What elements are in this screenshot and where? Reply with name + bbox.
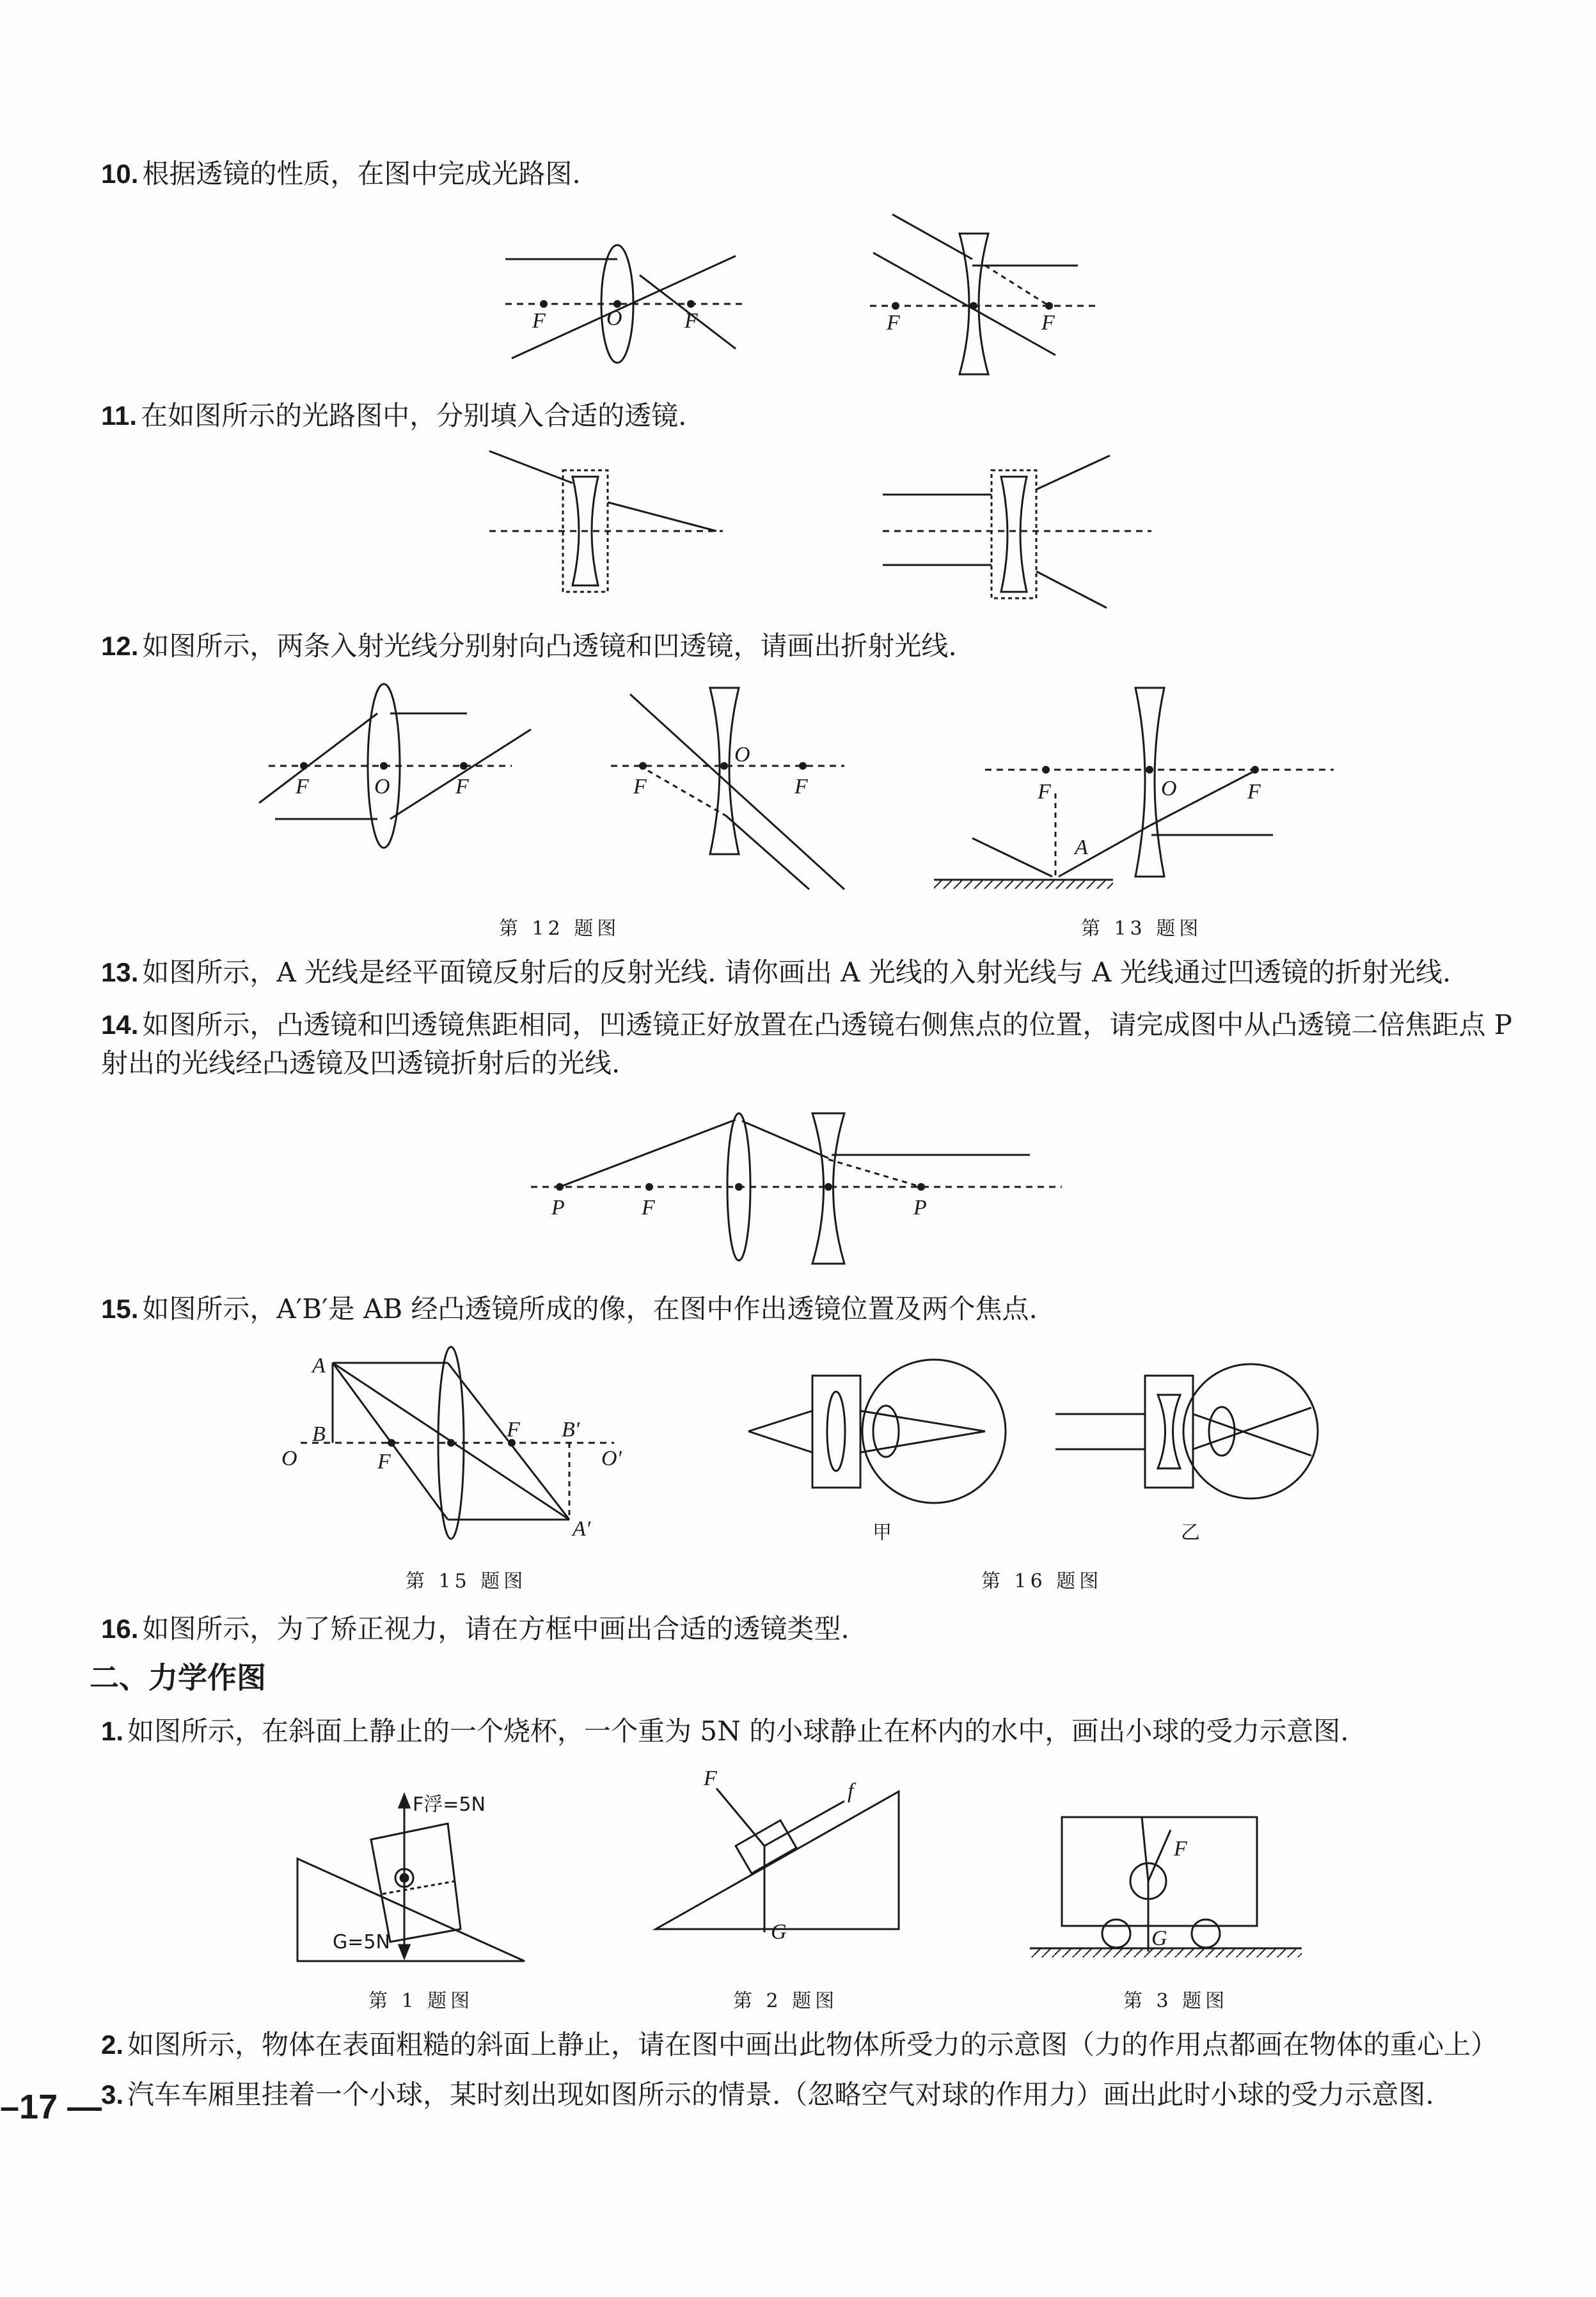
section-heading: 二、力学作图 [90, 1660, 266, 1695]
label-O: O [374, 775, 390, 799]
optical-center [735, 1183, 743, 1191]
focus-point [645, 1183, 653, 1191]
q10-concave-lens-diagram [870, 214, 1097, 374]
lens-box [992, 470, 1036, 598]
optical-center [380, 762, 388, 770]
label-F: F [455, 775, 469, 799]
focus-point [540, 300, 548, 308]
mirror-hatching [934, 880, 1113, 889]
optical-center [447, 1439, 455, 1447]
ray [748, 1431, 812, 1452]
label-P: P [551, 1196, 565, 1220]
question-number: 2. [101, 2030, 124, 2060]
caption-fig15: 第 15 题图 [406, 1570, 527, 1593]
optical-center [1146, 766, 1153, 774]
convex-lens [827, 1392, 845, 1471]
optical-center [720, 762, 728, 770]
label-F: F [1038, 780, 1051, 804]
ray-through-center [630, 694, 844, 889]
label-B-prime: B′ [562, 1418, 580, 1442]
arrowhead [399, 1945, 409, 1958]
question-number: 16. [101, 1614, 139, 1644]
q11-diagram-1 [489, 451, 723, 592]
wheel [1192, 1919, 1220, 1948]
question-number: 1. [101, 1716, 124, 1746]
label-F: F [633, 775, 647, 799]
question-text: 如图所示，A 光线是经平面镜反射后的反射光线. 请你画出 A 光线的入射光线与 A 光线通过凹透镜的折射光线. [142, 957, 1451, 988]
incident-ray [560, 1120, 736, 1187]
label-F: F [704, 1767, 717, 1790]
focus-point [1042, 766, 1050, 774]
ray [748, 1411, 812, 1431]
question-number: 3. [101, 2079, 124, 2110]
incline [656, 1792, 899, 1929]
focus-point [639, 762, 647, 770]
point-P [556, 1183, 564, 1191]
block [736, 1820, 796, 1873]
optical-center [970, 302, 977, 310]
concave-lens [1135, 688, 1164, 877]
focus-point [687, 300, 695, 308]
ray [860, 1431, 985, 1452]
caption-mech3: 第 3 题图 [1123, 1990, 1229, 2012]
label-F: F [684, 309, 698, 333]
incident-ray [972, 838, 1052, 877]
crystalline-lens [1209, 1407, 1235, 1456]
string [1142, 1817, 1148, 1881]
question-text: 如图所示，在斜面上静止的一个烧杯，一个重为 5N 的小球静止在杯内的水中，画出小球的受力示意图. [127, 1715, 1349, 1747]
caption-mech1: 第 1 题图 [368, 1990, 474, 2012]
label-B: B [312, 1422, 326, 1446]
ray [1193, 1414, 1311, 1456]
emergent-ray [608, 502, 716, 531]
concave-lens [1001, 477, 1027, 592]
label-F: F [377, 1450, 391, 1474]
question-text: 如图所示，两条入射光线分别射向凸透镜和凹透镜，请画出折射光线. [142, 630, 957, 662]
water-surface [383, 1881, 455, 1894]
q13-diagram [934, 688, 1334, 889]
q15-diagram [301, 1347, 614, 1539]
label-F: F [507, 1418, 520, 1442]
extension-line [828, 1159, 921, 1187]
label-G: G [771, 1920, 787, 1944]
label-F: F [296, 775, 309, 799]
ray [1036, 571, 1107, 608]
label-P: P [913, 1196, 927, 1220]
incline [297, 1859, 525, 1961]
focus-point [825, 1183, 832, 1191]
label-O-prime: O′ [601, 1447, 622, 1470]
eyeball [1183, 1364, 1318, 1498]
label-F: F [794, 775, 808, 799]
question-number: 11. [101, 401, 138, 431]
point-P [917, 1183, 925, 1191]
ray [390, 729, 531, 819]
page-number: –17 — [0, 2088, 102, 2126]
label-O: O [606, 306, 622, 330]
label-O: O [281, 1447, 297, 1470]
label-F: F [1174, 1837, 1187, 1861]
label-A: A [1075, 836, 1088, 859]
extension-line [985, 266, 1049, 306]
ray-through-center [873, 253, 1055, 355]
cart-body [1062, 1817, 1257, 1926]
question-text: 根据透镜的性质，在图中完成光路图. [142, 158, 581, 189]
concave-lens [1158, 1395, 1180, 1468]
caption-fig12: 第 12 题图 [499, 918, 620, 940]
caption-mech2: 第 2 题图 [733, 1990, 839, 2012]
ray [860, 1411, 985, 1431]
question-text: 汽车车厢里挂着一个小球，某时刻出现如图所示的情景.（忽略空气对球的作用力）画出此时小球的受力示意图. [127, 2079, 1434, 2110]
label-A: A [312, 1354, 326, 1378]
label-F: F [1247, 780, 1261, 804]
incident-ray [640, 766, 726, 816]
ray [1036, 456, 1110, 489]
question-number: 14. [101, 1010, 139, 1040]
focus-point [1045, 302, 1053, 310]
label-A-prime: A′ [573, 1517, 591, 1541]
question-number: 13. [101, 957, 139, 987]
incident-ray [489, 451, 573, 483]
caption-yi: 乙 [1181, 1522, 1204, 1544]
wheel [1102, 1919, 1130, 1948]
label-F: F [887, 311, 900, 335]
q12-convex-lens-diagram [259, 684, 531, 848]
focus-point [460, 762, 468, 770]
label-buoyancy: F浮=5N [413, 1793, 486, 1816]
q16-eye-diagram-yi [1055, 1364, 1318, 1498]
label-F: F [642, 1196, 655, 1220]
q16-eye-diagram-jia [748, 1360, 1006, 1503]
question-number: 12. [101, 631, 139, 661]
label-O: O [734, 743, 750, 767]
label-G: G [1151, 1927, 1167, 1950]
question-text: 如图所示，A′B′是 AB 经凸透镜所成的像，在图中作出透镜位置及两个焦点. [142, 1293, 1038, 1324]
question-text: 如图所示，为了矫正视力，请在方框中画出合适的透镜类型. [142, 1613, 849, 1644]
normal-force-arrow [716, 1788, 764, 1846]
q14-diagram [531, 1113, 1062, 1264]
ray [1193, 1408, 1311, 1449]
q11-diagram-2 [883, 456, 1151, 608]
question-text: 如图所示，物体在表面粗糙的斜面上静止，请在图中画出此物体所受力的示意图（力的作用点都画在物体的重心上） [127, 2029, 1498, 2060]
focus-point [388, 1439, 395, 1447]
caption-fig16: 第 16 题图 [981, 1570, 1103, 1593]
label-F: F [1041, 311, 1055, 335]
mech1-beaker-diagram [297, 1795, 525, 1961]
lens-box [1145, 1376, 1193, 1488]
focus-point [799, 762, 807, 770]
arrowhead [399, 1795, 409, 1808]
label-O: O [1161, 777, 1177, 800]
caption-fig13: 第 13 题图 [1081, 918, 1203, 940]
mech2-block-diagram [656, 1788, 899, 1932]
label-friction: f [848, 1779, 854, 1803]
tension-arrow [1148, 1830, 1171, 1881]
focus-point [892, 302, 899, 310]
focus-point [1251, 766, 1259, 774]
label-F: F [532, 309, 546, 333]
question-text: 如图所示，凸透镜和凹透镜焦距相同，凹透镜正好放置在凸透镜右侧焦点的位置，请完成图中从凸透镜二倍焦距点 P 射出的光线经凸透镜及凹透镜折射后的光线. [101, 1009, 1513, 1079]
incident-ray [259, 713, 377, 803]
page-number-value: 17 [19, 2088, 58, 2126]
caption-jia: 甲 [873, 1522, 896, 1544]
question-number: 15. [101, 1294, 139, 1324]
label-gravity: G=5N [333, 1931, 390, 1953]
question-text: 在如图所示的光路图中，分别填入合适的透镜. [141, 400, 687, 431]
question-number: 10. [101, 159, 139, 189]
focus-point [300, 762, 308, 770]
